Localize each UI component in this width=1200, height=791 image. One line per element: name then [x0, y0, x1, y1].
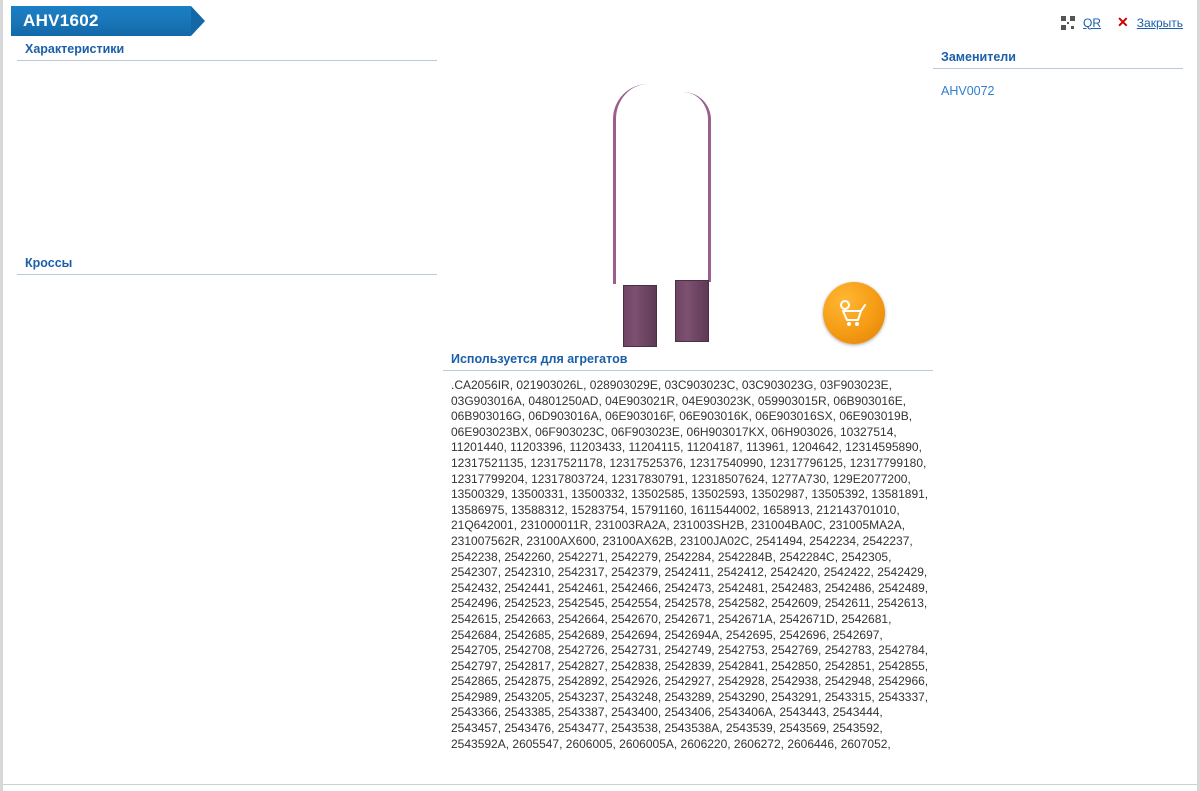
cross-numbers: [127, 330, 437, 338]
cross-brand[interactable]: [17, 330, 127, 338]
cross-row: [17, 298, 437, 306]
cross-row: [17, 306, 437, 314]
characteristics-title: Характеристики: [17, 42, 437, 61]
brush-lead-wire-left: [613, 84, 671, 284]
cross-numbers: [127, 346, 437, 354]
cross-brand[interactable]: [17, 354, 127, 362]
aggregates-text: .CA2056IR, 021903026L, 028903029E, 03C903023C, 03C903023G, 03F903023E, 03G903016A, 04801250AD, 04E903021R, 04E903023K, 059903015R, 06B903016E, 06B903016G, 06D903016A, 06E903016F, 06E903016K, 06E903016SX, 06E903019B, 06E903023BX, 06F903023C, 06F903023E, 06H903017KX, 06H903026, 10327514, 11201440, 11203396, 11203433, 11204115, 11204187, 113961, 1204642, 12314595890, 12317521135, 12317521178, 12317525376, 12317540990, 12317796125, 12317799180, 12317799204, 12317803724, 12317830791, 12318507624, 1277A730, 129E2077200, 13500329, 13500331, 13500332, 13502585, 13502593, 13502987, 13505392, 13581891, 13586975, 13588312, 15283754, 15791160, 1611544002, 1658913, 212143701010, 21Q642001, 231000011R, 231003RA2A, 231003SH2B, 231004BA0C, 231005MA2A, 231007562R, 23100AX600, 23100AX62B, 23100JA02C, 2541494, 2542234, 2542237, 2542238, 2542260, 2542271, 2542279, 2542284, 2542284B, 2542284C, 2542305, 2542307, 2542310, 2542317, 2542379, 2542411, 2542412, 2542420, 2542422, 2542429, 2542432, 2542441, 2542461, 2542466, 2542473, 2542481, 2542483, 2542486, 2542489, 2542496, 2542523, 2542545, 2542554, 2542578, 2542582, 2542609, 2542611, 2542613, 2542615, 2542663, 2542664, 2542670, 2542671, 2542671A, 2542671D, 2542681, 2542684, 2542685, 2542689, 2542694, 2542694A, 2542695, 2542696, 2542697, 2542705, 2542708, 2542726, 2542731, 2542749, 2542753, 2542769, 2542783, 2542784, 2542797, 2542817, 2542827, 2542838, 2542839, 2542841, 2542850, 2542851, 2542855, 2542865, 2542875, 2542892, 2542926, 2542927, 2542928, 2542938, 2542948, 2542966, 2542989, 2543205, 2543237, 2543248, 2543289, 2543290, 2543291, 2543315, 2543337, 2543366, 2543385, 2543387, 2543400, 2543406, 2543406A, 2543443, 2543444, 2543457, 2543476, 2543477, 2543538, 2543538A, 2543539, 2543569, 2543592, 2543592A, 2605547, 2606005, 2606005A, 2606220, 2606272, 2606446, 2607052,: [451, 378, 929, 751]
cross-numbers[interactable]: [127, 362, 437, 370]
footer-divider: [3, 784, 1197, 785]
close-x-icon[interactable]: ✕: [1117, 14, 1129, 30]
cross-numbers: [127, 354, 437, 362]
cross-brand[interactable]: [17, 306, 127, 314]
cross-row: [17, 282, 437, 290]
cross-numbers: [127, 314, 437, 322]
cross-row: [17, 290, 437, 298]
replacements-title: Заменители: [933, 50, 1183, 69]
aggregates-section: [443, 352, 933, 752]
replacement-item[interactable]: AHV0072: [941, 84, 995, 98]
product-image: [443, 42, 923, 352]
cross-brand[interactable]: [17, 322, 127, 330]
cross-row: [17, 362, 437, 370]
cross-numbers: [127, 290, 437, 298]
close-link[interactable]: Закрыть: [1136, 15, 1183, 30]
cross-brand[interactable]: [17, 346, 127, 354]
cross-brand[interactable]: [17, 362, 127, 370]
qr-link[interactable]: QR: [1083, 15, 1102, 30]
crosses-title: Кроссы: [17, 256, 437, 275]
cross-numbers: [127, 322, 437, 330]
cross-brand[interactable]: [17, 282, 127, 290]
cross-brand[interactable]: [17, 298, 127, 306]
page-title: AHV1602: [11, 6, 191, 36]
cross-brand: [17, 314, 127, 322]
characteristics-table: [19, 68, 209, 88]
brush-lead-wire-right: [665, 92, 711, 282]
cross-numbers: [127, 298, 437, 306]
carbon-brush-right: [675, 280, 709, 342]
aggregates-title: Используется для агрегатов: [443, 352, 933, 371]
cross-row: [17, 330, 437, 338]
cross-row: [17, 322, 437, 330]
qr-icon[interactable]: [1061, 16, 1075, 30]
cross-numbers: [127, 282, 437, 290]
crosses-list: [17, 282, 437, 370]
cross-row: [17, 354, 437, 362]
crosses-table: [17, 282, 437, 370]
cross-row: [17, 346, 437, 354]
cross-brand[interactable]: [17, 290, 127, 298]
replacements-list: [933, 76, 1183, 98]
carbon-brush-left: [623, 285, 657, 347]
left-column: [17, 42, 437, 370]
add-to-cart-button[interactable]: [823, 282, 885, 344]
shopping-cart-icon: [839, 299, 869, 327]
cross-brand[interactable]: [17, 338, 127, 346]
header-tools: [1061, 14, 1183, 31]
cross-row: [17, 314, 437, 322]
cross-row: [17, 338, 437, 346]
cross-numbers: [127, 338, 437, 346]
page-header: [3, 0, 1197, 42]
replacements-section: [933, 50, 1183, 98]
cross-numbers[interactable]: [127, 306, 437, 314]
